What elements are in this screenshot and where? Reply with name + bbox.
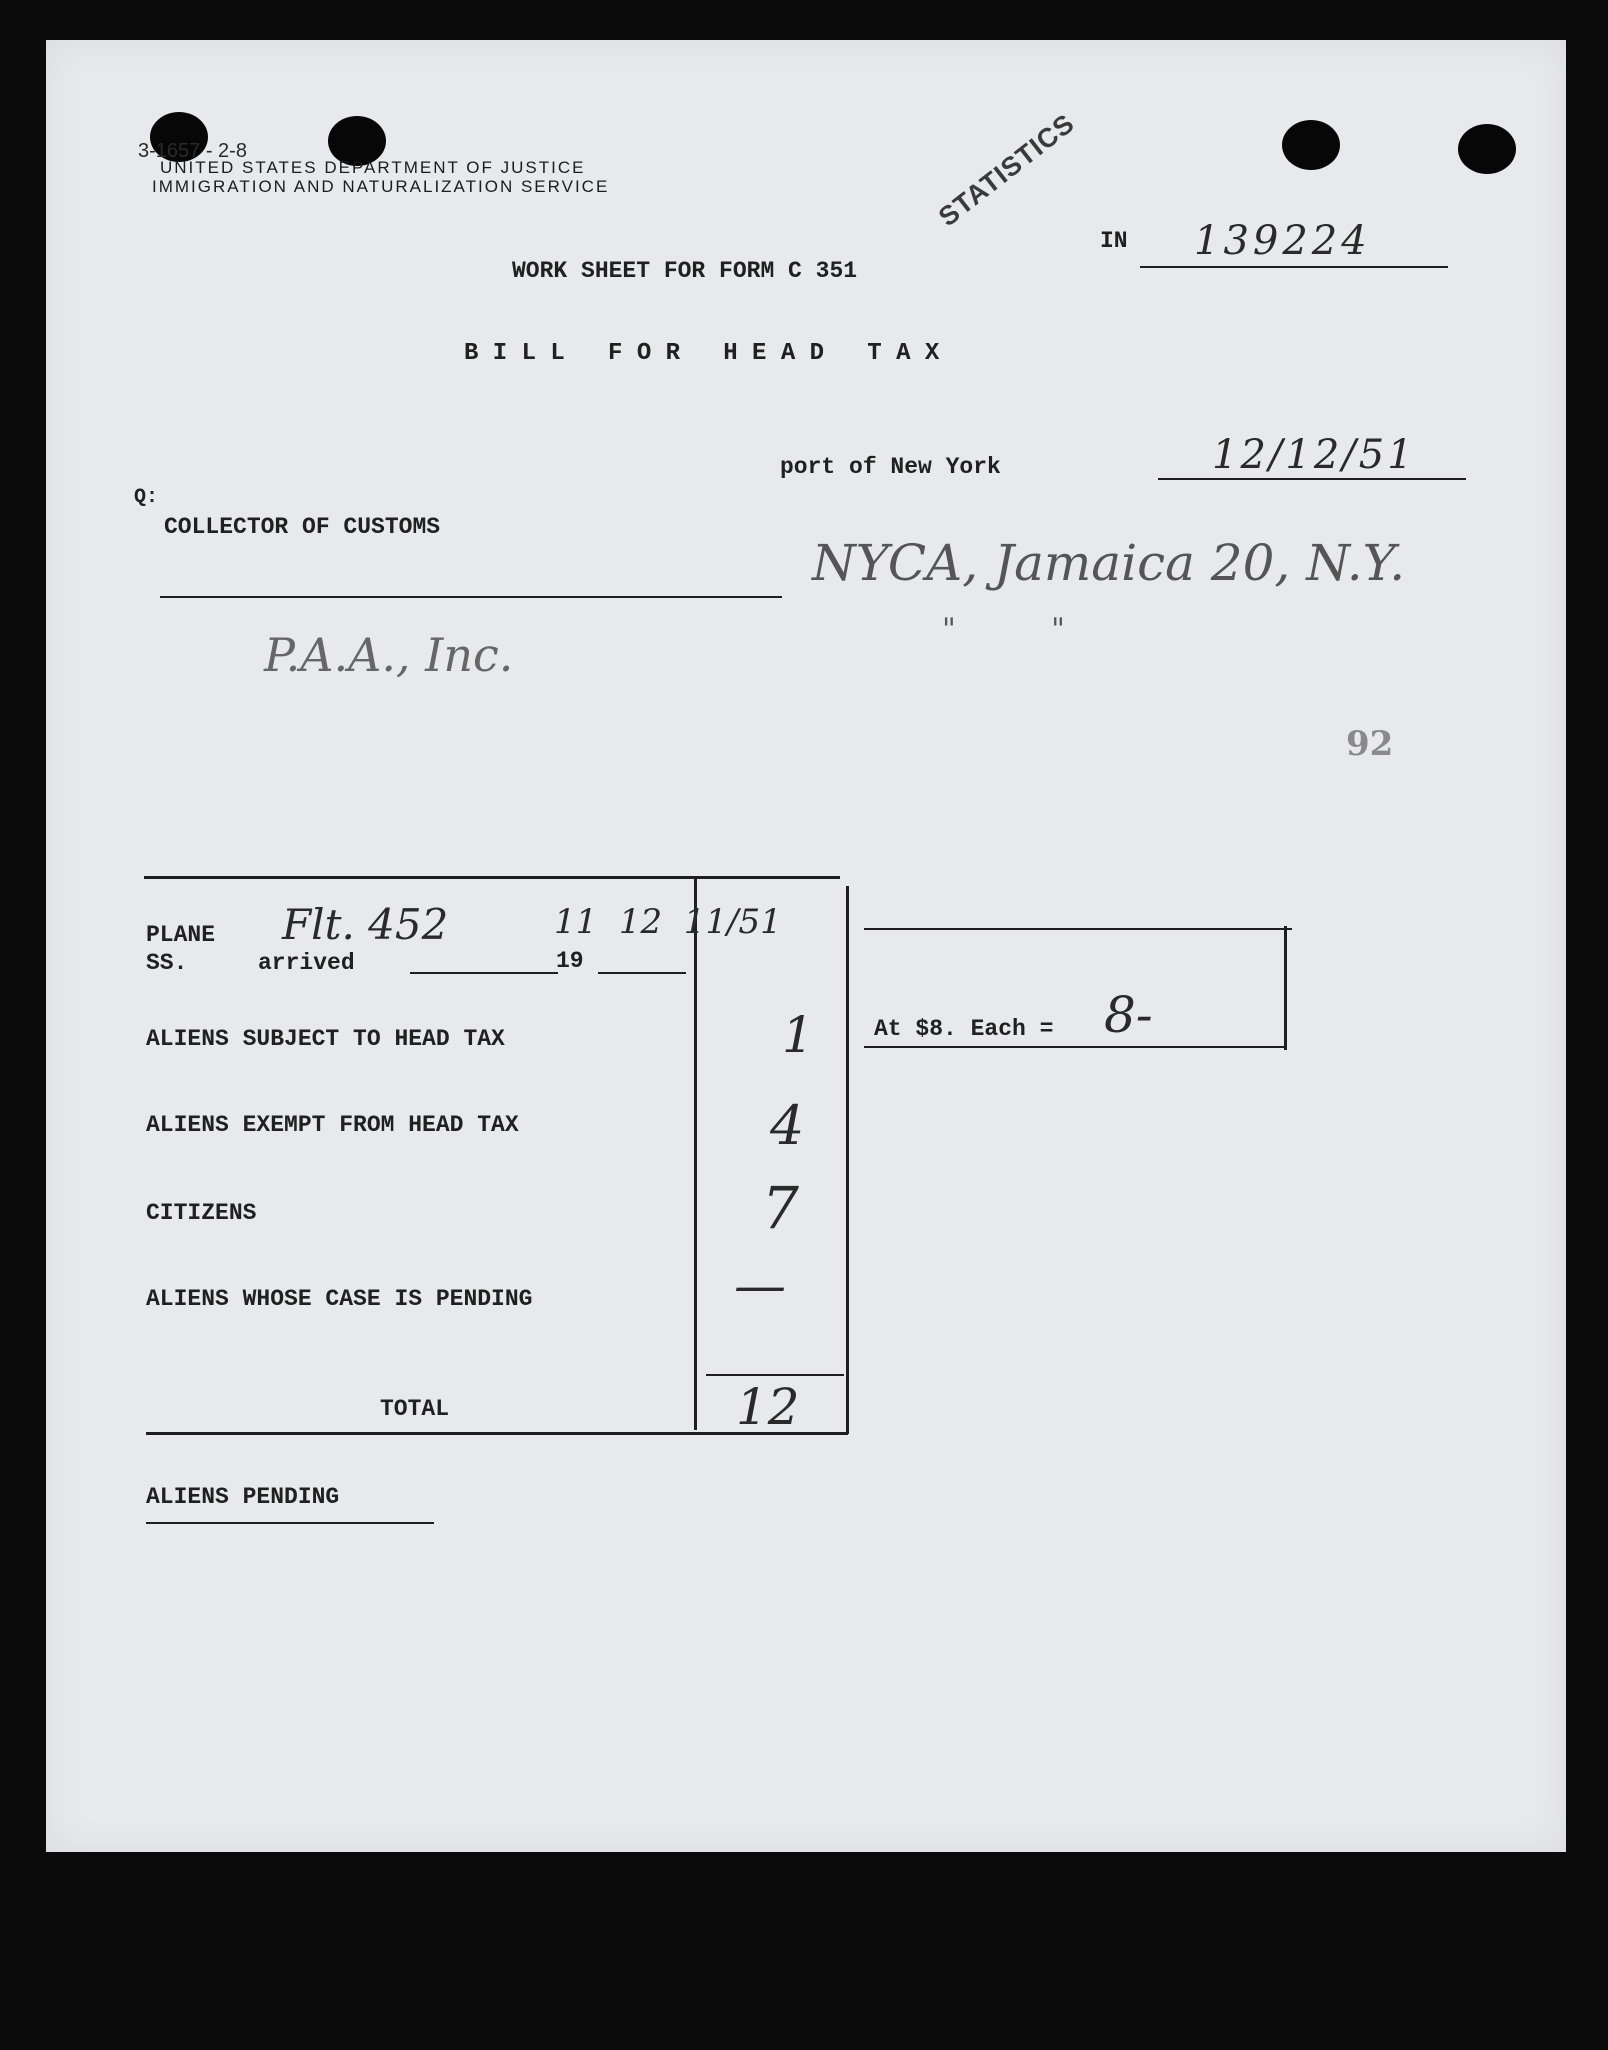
table-right-border — [846, 886, 849, 1434]
row-label-pending: ALIENS WHOSE CASE IS PENDING — [146, 1286, 533, 1312]
row-label-exempt: ALIENS EXEMPT FROM HEAD TAX — [146, 1112, 519, 1138]
tax-amount: 8- — [1104, 986, 1153, 1044]
ditto-marks: " " — [942, 612, 1065, 647]
year-underline — [598, 972, 686, 974]
to-label: Q: — [134, 486, 159, 509]
agency-line-2: IMMIGRATION AND NATURALIZATION SERVICE — [152, 177, 610, 196]
plane-label: PLANE — [146, 922, 216, 948]
total-label: TOTAL — [380, 1396, 450, 1422]
statistics-stamp: STATISTICS — [932, 107, 1081, 233]
punch-hole-3 — [1282, 120, 1340, 170]
table-top-line — [144, 876, 840, 879]
tax-rate-label: At $8. Each = — [874, 1016, 1054, 1042]
date-handwritten: 12/12/51 — [1212, 432, 1416, 478]
agency-line-1: UNITED STATES DEPARTMENT OF JUSTICE — [160, 158, 586, 177]
bill-title: B I L L F O R H E A D T A X — [464, 340, 940, 367]
collector-label: COLLECTOR OF CUSTOMS — [164, 514, 441, 540]
flight-date-handwritten: 11 12 11/51 — [554, 902, 782, 942]
total-separator — [706, 1374, 844, 1376]
table-divider — [694, 876, 697, 1430]
row-value-exempt: 4 — [770, 1094, 805, 1157]
year-prefix: 19 — [556, 948, 584, 974]
tax-box-top — [864, 928, 1292, 930]
row-value-subject: 1 — [782, 1006, 814, 1064]
total-value: 12 — [736, 1378, 800, 1436]
row-value-citizens: 7 — [762, 1174, 799, 1242]
punch-hole-4 — [1458, 124, 1516, 174]
flight-handwritten: Flt. 452 — [282, 900, 449, 949]
aliens-pending-underline — [146, 1522, 434, 1524]
in-label: IN — [1100, 228, 1128, 254]
page-number: 92 — [1346, 724, 1394, 764]
ss-label: SS. — [146, 950, 188, 976]
collector-underline — [160, 596, 782, 598]
port-label: port of New York — [780, 454, 1001, 480]
row-label-subject: ALIENS SUBJECT TO HEAD TAX — [146, 1026, 505, 1052]
in-number: 139224 — [1194, 218, 1371, 264]
in-number-underline — [1140, 266, 1448, 268]
document-sheet — [46, 40, 1566, 1852]
tax-box-bottom — [864, 1046, 1286, 1048]
tax-box-right — [1284, 926, 1287, 1050]
form-code: 3-1657 - 2-8 — [138, 140, 247, 162]
row-label-citizens: CITIZENS — [146, 1200, 257, 1226]
date-underline — [1158, 478, 1466, 480]
row-value-pending: — — [734, 1256, 786, 1316]
aliens-pending-label: ALIENS PENDING — [146, 1484, 340, 1510]
arrived-underline — [410, 972, 558, 974]
location-handwritten: NYCA, Jamaica 20, N.Y. — [812, 534, 1406, 592]
worksheet-title: WORK SHEET FOR FORM C 351 — [512, 258, 858, 284]
cc-handwritten: P.A.A., Inc. — [264, 628, 514, 682]
arrived-label: arrived — [258, 950, 355, 976]
